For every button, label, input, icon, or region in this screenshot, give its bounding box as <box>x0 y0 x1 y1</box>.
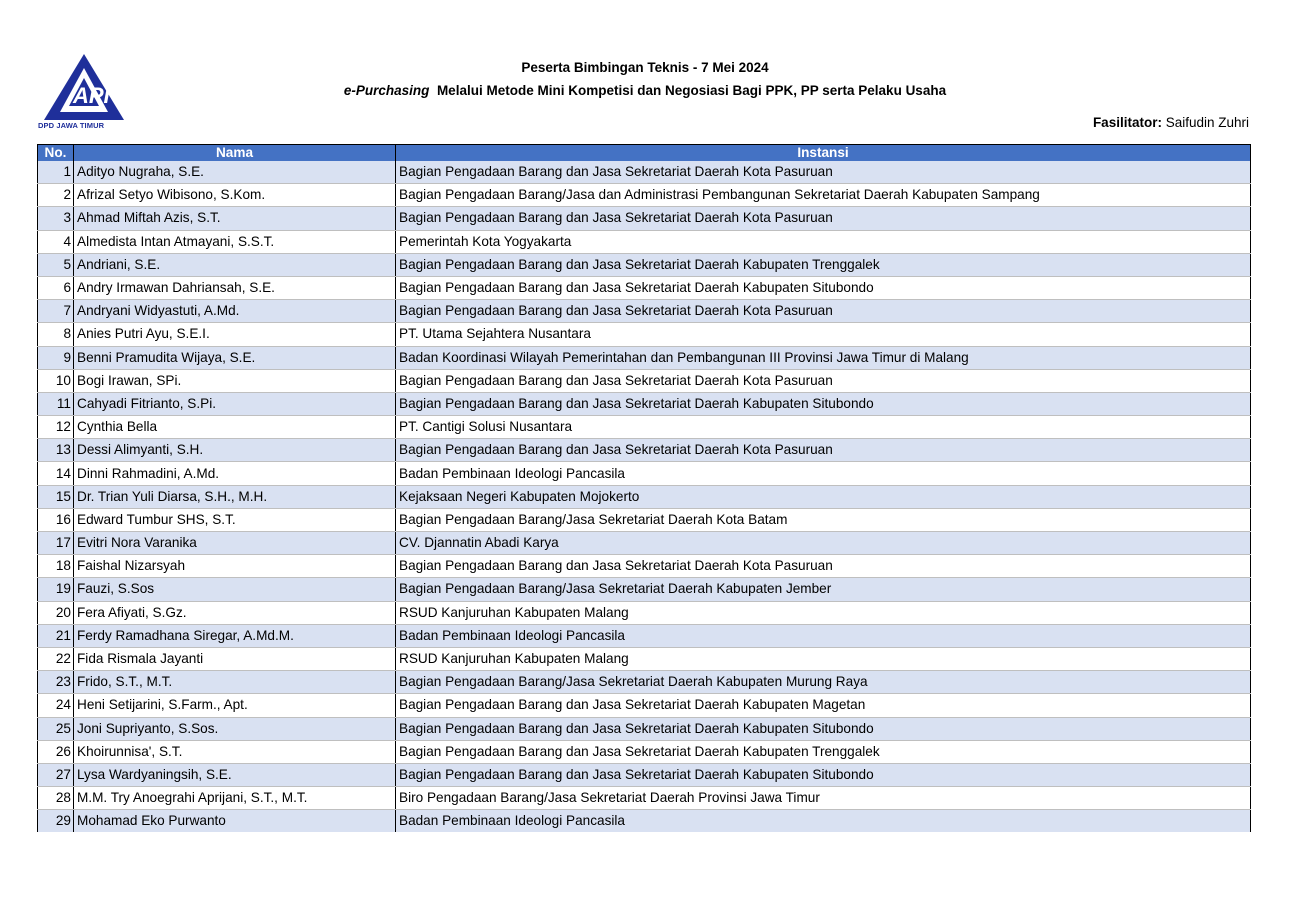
cell-no: 15 <box>38 485 74 508</box>
table-row <box>38 230 1251 253</box>
table-row <box>38 207 1251 230</box>
cell-nama: Khoirunnisa', S.T. <box>74 740 396 763</box>
cell-nama: Adityo Nugraha, S.E. <box>74 161 396 184</box>
col-header-instansi: Instansi <box>396 145 1251 162</box>
cell-nama: Bogi Irawan, SPi. <box>74 369 396 392</box>
subtitle-rest: Melalui Metode Mini Kompetisi dan Negosiasi Bagi PPK, PP serta Pelaku Usaha <box>429 83 947 98</box>
cell-instansi: Bagian Pengadaan Barang dan Jasa Sekretariat Daerah Kota Pasuruan <box>396 161 1251 184</box>
table-row <box>38 555 1251 578</box>
table-header-row <box>38 145 1251 162</box>
participant-table <box>37 144 1251 832</box>
cell-no: 4 <box>38 230 74 253</box>
cell-nama: Evitri Nora Varanika <box>74 532 396 555</box>
table-row <box>38 810 1251 833</box>
cell-nama: Faishal Nizarsyah <box>74 555 396 578</box>
table-row <box>38 276 1251 299</box>
cell-instansi: Bagian Pengadaan Barang dan Jasa Sekretariat Daerah Kota Pasuruan <box>396 369 1251 392</box>
cell-instansi: Bagian Pengadaan Barang dan Jasa Sekretariat Daerah Kota Pasuruan <box>396 300 1251 323</box>
cell-no: 14 <box>38 462 74 485</box>
cell-instansi: Bagian Pengadaan Barang dan Jasa Sekretariat Daerah Kabupaten Situbondo <box>396 717 1251 740</box>
table-row <box>38 578 1251 601</box>
table-row <box>38 787 1251 810</box>
cell-nama: Mohamad Eko Purwanto <box>74 810 396 833</box>
cell-no: 20 <box>38 601 74 624</box>
logo-caption: DPD JAWA TIMUR <box>38 121 105 130</box>
table-row <box>38 369 1251 392</box>
table-row <box>38 462 1251 485</box>
cell-no: 18 <box>38 555 74 578</box>
cell-nama: Afrizal Setyo Wibisono, S.Kom. <box>74 184 396 207</box>
cell-instansi: PT. Utama Sejahtera Nusantara <box>396 323 1251 346</box>
cell-instansi: Pemerintah Kota Yogyakarta <box>396 230 1251 253</box>
cell-instansi: Bagian Pengadaan Barang dan Jasa Sekretariat Daerah Kabupaten Situbondo <box>396 276 1251 299</box>
cell-no: 24 <box>38 694 74 717</box>
cell-instansi: PT. Cantigi Solusi Nusantara <box>396 416 1251 439</box>
cell-no: 2 <box>38 184 74 207</box>
cell-nama: Dinni Rahmadini, A.Md. <box>74 462 396 485</box>
cell-nama: Andry Irmawan Dahriansah, S.E. <box>74 276 396 299</box>
cell-no: 22 <box>38 647 74 670</box>
cell-no: 12 <box>38 416 74 439</box>
cell-no: 28 <box>38 787 74 810</box>
document-subtitle <box>0 83 1290 98</box>
cell-nama: Dessi Alimyanti, S.H. <box>74 439 396 462</box>
cell-instansi: Bagian Pengadaan Barang/Jasa Sekretariat Daerah Kabupaten Jember <box>396 578 1251 601</box>
cell-nama: Ahmad Miftah Azis, S.T. <box>74 207 396 230</box>
table-row <box>38 300 1251 323</box>
api-logo-letters: API <box>73 83 110 108</box>
table-row <box>38 717 1251 740</box>
cell-nama: Fera Afiyati, S.Gz. <box>74 601 396 624</box>
cell-nama: Cahyadi Fitrianto, S.Pi. <box>74 392 396 415</box>
cell-nama: Heni Setijarini, S.Farm., Apt. <box>74 694 396 717</box>
cell-nama: Dr. Trian Yuli Diarsa, S.H., M.H. <box>74 485 396 508</box>
cell-nama: Anies Putri Ayu, S.E.I. <box>74 323 396 346</box>
facilitator <box>1093 115 1249 130</box>
cell-no: 27 <box>38 763 74 786</box>
cell-nama: Cynthia Bella <box>74 416 396 439</box>
cell-nama: Andryani Widyastuti, A.Md. <box>74 300 396 323</box>
cell-instansi: Biro Pengadaan Barang/Jasa Sekretariat Daerah Provinsi Jawa Timur <box>396 787 1251 810</box>
table-row <box>38 671 1251 694</box>
cell-no: 10 <box>38 369 74 392</box>
cell-no: 3 <box>38 207 74 230</box>
cell-nama: Andriani, S.E. <box>74 253 396 276</box>
cell-no: 17 <box>38 532 74 555</box>
cell-nama: Benni Pramudita Wijaya, S.E. <box>74 346 396 369</box>
col-header-no: No. <box>38 145 74 162</box>
cell-nama: M.M. Try Anoegrahi Aprijani, S.T., M.T. <box>74 787 396 810</box>
table-row <box>38 508 1251 531</box>
table-row <box>38 740 1251 763</box>
cell-no: 19 <box>38 578 74 601</box>
cell-instansi: Bagian Pengadaan Barang/Jasa Sekretariat Daerah Kota Batam <box>396 508 1251 531</box>
cell-no: 6 <box>38 276 74 299</box>
cell-no: 16 <box>38 508 74 531</box>
table-row <box>38 694 1251 717</box>
cell-instansi: Bagian Pengadaan Barang dan Jasa Sekretariat Daerah Kabupaten Trenggalek <box>396 740 1251 763</box>
table-row <box>38 416 1251 439</box>
table-row <box>38 485 1251 508</box>
cell-instansi: Badan Pembinaan Ideologi Pancasila <box>396 462 1251 485</box>
cell-no: 25 <box>38 717 74 740</box>
table-row <box>38 323 1251 346</box>
cell-instansi: Badan Pembinaan Ideologi Pancasila <box>396 810 1251 833</box>
cell-no: 8 <box>38 323 74 346</box>
cell-instansi: RSUD Kanjuruhan Kabupaten Malang <box>396 601 1251 624</box>
cell-instansi: Bagian Pengadaan Barang dan Jasa Sekretariat Daerah Kota Pasuruan <box>396 207 1251 230</box>
cell-instansi: Bagian Pengadaan Barang dan Jasa Sekretariat Daerah Kabupaten Situbondo <box>396 763 1251 786</box>
cell-nama: Fauzi, S.Sos <box>74 578 396 601</box>
facilitator-label: Fasilitator: <box>1092 115 1162 130</box>
cell-instansi: Badan Koordinasi Wilayah Pemerintahan dan Pembangunan III Provinsi Jawa Timur di Malang <box>396 346 1251 369</box>
cell-nama: Almedista Intan Atmayani, S.S.T. <box>74 230 396 253</box>
cell-instansi: Bagian Pengadaan Barang dan Jasa Sekretariat Daerah Kota Pasuruan <box>396 555 1251 578</box>
table-row <box>38 184 1251 207</box>
cell-instansi: Kejaksaan Negeri Kabupaten Mojokerto <box>396 485 1251 508</box>
table-row <box>38 439 1251 462</box>
cell-instansi: CV. Djannatin Abadi Karya <box>396 532 1251 555</box>
table-row <box>38 763 1251 786</box>
cell-instansi: Bagian Pengadaan Barang dan Jasa Sekretariat Daerah Kota Pasuruan <box>396 439 1251 462</box>
cell-instansi: Badan Pembinaan Ideologi Pancasila <box>396 624 1251 647</box>
table-row <box>38 624 1251 647</box>
cell-no: 7 <box>38 300 74 323</box>
cell-no: 23 <box>38 671 74 694</box>
cell-no: 26 <box>38 740 74 763</box>
subtitle-italic: e-Purchasing <box>343 83 430 98</box>
cell-instansi: Bagian Pengadaan Barang dan Jasa Sekretariat Daerah Kabupaten Trenggalek <box>396 253 1251 276</box>
cell-no: 5 <box>38 253 74 276</box>
table-row <box>38 532 1251 555</box>
cell-nama: Lysa Wardyaningsih, S.E. <box>74 763 396 786</box>
cell-nama: Joni Supriyanto, S.Sos. <box>74 717 396 740</box>
cell-nama: Fida Rismala Jayanti <box>74 647 396 670</box>
cell-no: 13 <box>38 439 74 462</box>
table-row <box>38 392 1251 415</box>
cell-instansi: Bagian Pengadaan Barang/Jasa Sekretariat Daerah Kabupaten Murung Raya <box>396 671 1251 694</box>
cell-nama: Frido, S.T., M.T. <box>74 671 396 694</box>
table-row <box>38 601 1251 624</box>
cell-no: 1 <box>38 161 74 184</box>
facilitator-name: Saifudin Zuhri <box>1161 115 1249 130</box>
document-title: Peserta Bimbingan Teknis - 7 Mei 2024 <box>521 60 769 75</box>
cell-no: 29 <box>38 810 74 833</box>
cell-no: 9 <box>38 346 74 369</box>
cell-no: 11 <box>38 392 74 415</box>
cell-instansi: RSUD Kanjuruhan Kabupaten Malang <box>396 647 1251 670</box>
table-row <box>38 253 1251 276</box>
cell-nama: Edward Tumbur SHS, S.T. <box>74 508 396 531</box>
col-header-nama: Nama <box>74 145 396 162</box>
cell-instansi: Bagian Pengadaan Barang dan Jasa Sekretariat Daerah Kabupaten Situbondo <box>396 392 1251 415</box>
table-row <box>38 161 1251 184</box>
table-row <box>38 647 1251 670</box>
cell-instansi: Bagian Pengadaan Barang/Jasa dan Administrasi Pembangunan Sekretariat Daerah Kabupaten Sampang <box>396 184 1251 207</box>
cell-nama: Ferdy Ramadhana Siregar, A.Md.M. <box>74 624 396 647</box>
table-body <box>38 161 1251 832</box>
cell-instansi: Bagian Pengadaan Barang dan Jasa Sekretariat Daerah Kabupaten Magetan <box>396 694 1251 717</box>
table-row <box>38 346 1251 369</box>
cell-no: 21 <box>38 624 74 647</box>
